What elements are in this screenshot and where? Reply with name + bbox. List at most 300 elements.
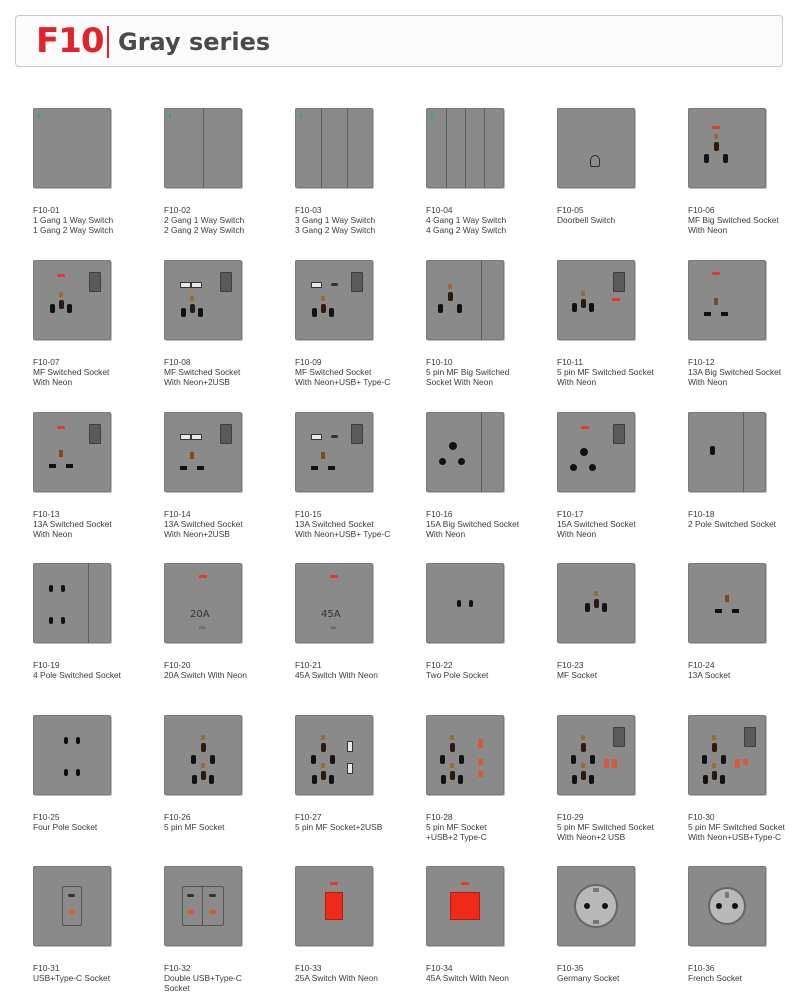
gang-divider xyxy=(481,260,482,340)
product-caption xyxy=(295,357,390,387)
pin-right xyxy=(76,737,80,744)
neon-indicator xyxy=(612,298,620,301)
indicator-light xyxy=(300,114,302,119)
mf-center-hole xyxy=(321,771,326,780)
usb-port xyxy=(180,434,191,440)
usb-port xyxy=(180,282,191,288)
uk-earth xyxy=(321,452,325,459)
mf-top-contact xyxy=(448,284,452,289)
product-description: With Neon xyxy=(688,377,728,387)
pin-right xyxy=(732,903,738,909)
rocker-switch xyxy=(744,727,756,747)
product-description: With Neon xyxy=(688,225,728,235)
product-image xyxy=(557,866,635,946)
mf-left-hole xyxy=(571,755,576,764)
product-description: With Neon+USB+ Type-C xyxy=(295,529,391,539)
product-caption xyxy=(33,812,97,832)
neon-indicator xyxy=(712,272,720,275)
mf-top-contact xyxy=(190,296,194,301)
product-code: F10-05 xyxy=(557,205,584,215)
usb-port xyxy=(191,434,202,440)
mf-left-hole xyxy=(181,308,186,317)
mf-top-contact xyxy=(201,735,205,740)
product-caption xyxy=(688,660,730,680)
mf-top-contact xyxy=(450,735,454,740)
uk-live xyxy=(180,466,187,470)
product-description: With Neon xyxy=(426,529,466,539)
usb-port xyxy=(210,910,216,914)
product-caption xyxy=(295,509,390,539)
series-code: F10 xyxy=(36,21,104,61)
product-description: 13A Switched Socket xyxy=(164,519,243,529)
mf-right-hole xyxy=(329,775,334,784)
product-code: F10-35 xyxy=(557,963,584,973)
mf-center-hole xyxy=(190,304,195,313)
uk-neutral xyxy=(66,464,73,468)
product-description: 45A Switch With Neon xyxy=(295,670,378,680)
product-code: F10-25 xyxy=(33,812,60,822)
mf-top-contact xyxy=(581,291,585,296)
product-description: 5 pin MF Socket xyxy=(426,822,487,832)
product-description: 2 Pole Switched Socket xyxy=(688,519,776,529)
product-caption xyxy=(688,509,776,529)
product-code: F10-11 xyxy=(557,357,583,367)
mf-left-hole xyxy=(440,755,445,764)
mf-left-hole xyxy=(572,775,577,784)
gang-divider xyxy=(88,563,89,643)
pin-left xyxy=(64,737,68,744)
product-caption xyxy=(426,205,506,235)
mf-center-hole xyxy=(714,142,719,151)
product-description: 3 Gang 2 Way Switch xyxy=(295,225,376,235)
product-image xyxy=(164,866,242,946)
usb-port xyxy=(311,282,322,288)
product-code: F10-29 xyxy=(557,812,584,822)
product-caption xyxy=(688,205,779,235)
type-c-port xyxy=(331,435,338,438)
product-code: F10-22 xyxy=(426,660,453,670)
product-description: Doorbell Switch xyxy=(557,215,616,225)
mf-center-hole xyxy=(594,599,599,608)
product-caption xyxy=(164,660,247,680)
rocker-switch xyxy=(220,424,232,444)
red-rocker xyxy=(325,892,343,920)
mf-top-contact xyxy=(712,735,716,740)
mf-center-hole xyxy=(712,771,717,780)
product-image xyxy=(164,108,242,188)
mf-top-contact xyxy=(712,763,716,768)
pin-left xyxy=(584,903,590,909)
product-caption xyxy=(557,205,615,225)
product-code: F10-06 xyxy=(688,205,715,215)
product-caption xyxy=(426,812,487,842)
product-image xyxy=(426,715,504,795)
usb-port xyxy=(478,739,483,748)
two-pole-left xyxy=(710,446,715,455)
mf-center-hole xyxy=(581,743,586,752)
product-code: F10-34 xyxy=(426,963,453,973)
usb-port xyxy=(188,910,194,914)
neon-indicator xyxy=(330,575,338,578)
mf-center-hole xyxy=(450,771,455,780)
plate-amp-label: 20A xyxy=(190,609,210,620)
product-code: F10-15 xyxy=(295,509,322,519)
mf-right-hole xyxy=(721,755,726,764)
mf-left-hole xyxy=(312,775,317,784)
product-description: +USB+2 Type-C xyxy=(426,832,487,842)
uk-earth xyxy=(190,452,194,459)
mf-left-hole xyxy=(704,154,709,163)
mf-top-contact xyxy=(594,591,598,596)
product-caption xyxy=(557,963,619,983)
gang-divider xyxy=(321,108,322,188)
usb-port xyxy=(612,759,617,768)
product-caption xyxy=(295,812,382,832)
product-code: F10-36 xyxy=(688,963,715,973)
product-image xyxy=(688,412,766,492)
product-code: F10-14 xyxy=(164,509,191,519)
pin-left xyxy=(49,585,53,592)
usb-port xyxy=(347,741,353,752)
rocker-switch xyxy=(89,272,101,292)
product-code: F10-18 xyxy=(688,509,715,519)
uk-live xyxy=(704,312,711,316)
type-c-port xyxy=(478,759,483,765)
product-description: 3 Gang 1 Way Switch xyxy=(295,215,376,225)
mf-top-contact xyxy=(581,763,585,768)
product-caption xyxy=(295,963,378,983)
product-description: 1 Gang 1 Way Switch xyxy=(33,215,114,225)
uk-neutral xyxy=(732,609,739,613)
product-code: F10-04 xyxy=(426,205,453,215)
gang-divider xyxy=(743,412,744,492)
rocker-switch xyxy=(613,272,625,292)
pin-right xyxy=(469,600,473,607)
product-description: Socket With Neon xyxy=(426,377,494,387)
gang-divider xyxy=(465,108,466,188)
product-description: 5 pin MF Socket+2USB xyxy=(295,822,383,832)
product-code: F10-28 xyxy=(426,812,453,822)
gang-divider xyxy=(481,412,482,492)
gang-divider xyxy=(446,108,447,188)
product-caption xyxy=(557,357,654,387)
product-description: 5 pin MF Socket xyxy=(164,822,225,832)
earth-pin xyxy=(725,892,729,898)
product-code: F10-09 xyxy=(295,357,322,367)
product-image xyxy=(164,260,242,340)
round-right xyxy=(458,458,465,465)
pin-right xyxy=(602,903,608,909)
uk-live xyxy=(311,466,318,470)
mf-left-hole xyxy=(572,303,577,312)
product-image xyxy=(295,260,373,340)
gang-divider xyxy=(347,108,348,188)
product-caption xyxy=(426,509,519,539)
product-image xyxy=(557,412,635,492)
earth-clip xyxy=(593,920,599,924)
product-caption xyxy=(688,812,785,842)
mf-top-contact xyxy=(321,763,325,768)
product-caption xyxy=(33,205,113,235)
product-caption xyxy=(426,963,509,983)
product-description: MF Switched Socket xyxy=(164,367,241,377)
type-c-port xyxy=(187,894,194,897)
product-description: With Neon xyxy=(557,529,597,539)
product-image xyxy=(33,563,111,643)
product-caption xyxy=(426,357,509,387)
usb-port xyxy=(604,759,609,768)
product-description: With Neon+USB+Type-C xyxy=(688,832,782,842)
product-description: 45A Switch With Neon xyxy=(426,973,509,983)
product-image xyxy=(557,563,635,643)
product-code: F10-08 xyxy=(164,357,191,367)
product-image xyxy=(426,260,504,340)
mf-right-hole xyxy=(589,303,594,312)
uk-neutral xyxy=(328,466,335,470)
pin-left xyxy=(457,600,461,607)
uk-neutral xyxy=(197,466,204,470)
mf-center-hole xyxy=(450,743,455,752)
plate-on-label: ON xyxy=(199,625,205,630)
rocker-switch xyxy=(89,424,101,444)
rocker-switch xyxy=(613,424,625,444)
usb-port xyxy=(735,759,740,768)
round-top xyxy=(580,448,588,456)
product-image xyxy=(426,412,504,492)
indicator-light xyxy=(431,114,433,119)
product-description: With Neon+USB+ Type-C xyxy=(295,377,391,387)
rocker-switch xyxy=(220,272,232,292)
product-description: 13A Switched Socket xyxy=(295,519,374,529)
product-description: 2 Gang 1 Way Switch xyxy=(164,215,245,225)
product-code: F10-17 xyxy=(557,509,584,519)
product-description: 15A Switched Socket xyxy=(557,519,636,529)
usb-module xyxy=(62,886,82,926)
product-description: 20A Switch With Neon xyxy=(164,670,247,680)
product-image xyxy=(295,563,373,643)
product-caption xyxy=(164,963,242,993)
mf-left-hole xyxy=(702,755,707,764)
rocker-switch xyxy=(351,272,363,292)
gang-divider xyxy=(203,108,204,188)
product-description: MF Switched Socket xyxy=(33,367,110,377)
product-image xyxy=(688,108,766,188)
product-description: Two Pole Socket xyxy=(426,670,489,680)
uk-live xyxy=(49,464,56,468)
product-image xyxy=(426,108,504,188)
product-image xyxy=(426,563,504,643)
product-description: With Neon xyxy=(33,529,73,539)
product-code: F10-26 xyxy=(164,812,191,822)
product-description: Double USB+Type-C xyxy=(164,973,242,983)
product-image xyxy=(688,563,766,643)
mf-left-hole xyxy=(441,775,446,784)
mf-right-hole xyxy=(589,775,594,784)
type-c-port xyxy=(743,759,748,765)
product-code: F10-33 xyxy=(295,963,322,973)
pin-right xyxy=(61,617,65,624)
product-description: 13A Switched Socket xyxy=(33,519,112,529)
neon-indicator xyxy=(461,882,469,885)
product-code: F10-21 xyxy=(295,660,322,670)
product-image xyxy=(295,412,373,492)
product-image xyxy=(295,866,373,946)
product-caption xyxy=(557,660,597,680)
mf-right-hole xyxy=(67,304,72,313)
uk-earth xyxy=(714,298,718,305)
product-image xyxy=(164,715,242,795)
mf-right-hole xyxy=(458,775,463,784)
product-description: With Neon xyxy=(557,377,597,387)
product-description: MF Switched Socket xyxy=(295,367,372,377)
mf-center-hole xyxy=(581,299,586,308)
bell-icon xyxy=(590,155,600,167)
product-description: 2 Gang 2 Way Switch xyxy=(164,225,245,235)
plate-on-label: ON xyxy=(330,625,336,630)
round-left xyxy=(570,464,577,471)
product-caption xyxy=(33,509,112,539)
product-description: Socket xyxy=(164,983,190,993)
product-caption xyxy=(688,963,742,983)
mf-top-contact xyxy=(321,735,325,740)
product-image xyxy=(295,715,373,795)
product-code: F10-20 xyxy=(164,660,191,670)
mf-center-hole xyxy=(321,743,326,752)
mf-right-hole xyxy=(720,775,725,784)
mf-center-hole xyxy=(712,743,717,752)
mf-right-hole xyxy=(330,755,335,764)
product-image xyxy=(688,260,766,340)
mf-center-hole xyxy=(581,771,586,780)
product-image xyxy=(33,866,111,946)
mf-top-contact xyxy=(321,296,325,301)
mf-left-hole xyxy=(311,755,316,764)
product-image xyxy=(33,715,111,795)
pin-right xyxy=(61,585,65,592)
product-caption xyxy=(164,357,240,387)
mf-top-contact xyxy=(201,763,205,768)
product-code: F10-03 xyxy=(295,205,322,215)
product-description: 13A Socket xyxy=(688,670,731,680)
type-c-port xyxy=(68,894,75,897)
pin-left xyxy=(49,617,53,624)
mf-right-hole xyxy=(209,775,214,784)
product-caption xyxy=(426,660,488,680)
round-left xyxy=(439,458,446,465)
mf-right-hole xyxy=(590,755,595,764)
series-title: Gray series xyxy=(118,28,271,56)
mf-left-hole xyxy=(191,755,196,764)
product-caption xyxy=(557,812,654,842)
mf-left-hole xyxy=(192,775,197,784)
product-image xyxy=(164,412,242,492)
product-description: With Neon+2USB xyxy=(164,529,230,539)
product-code: F10-13 xyxy=(33,509,60,519)
red-rocker xyxy=(450,892,480,920)
product-image xyxy=(33,108,111,188)
mf-right-hole xyxy=(329,308,334,317)
product-code: F10-02 xyxy=(164,205,191,215)
neon-indicator xyxy=(581,426,589,429)
product-description: 1 Gang 2 Way Switch xyxy=(33,225,114,235)
product-description: 4 Gang 2 Way Switch xyxy=(426,225,507,235)
mf-center-hole xyxy=(201,743,206,752)
product-description: 5 pin MF Big Switched xyxy=(426,367,510,377)
usb-port xyxy=(311,434,322,440)
gang-divider xyxy=(484,108,485,188)
product-description: USB+Type-C Socket xyxy=(33,973,111,983)
product-description: 5 pin MF Switched Socket xyxy=(688,822,785,832)
product-code: F10-07 xyxy=(33,357,60,367)
product-caption xyxy=(164,509,243,539)
product-description: Four Pole Socket xyxy=(33,822,98,832)
product-image xyxy=(295,108,373,188)
neon-indicator xyxy=(57,274,65,277)
product-description: 5 pin MF Switched Socket xyxy=(557,822,654,832)
mf-center-hole xyxy=(448,292,453,301)
type-c-port xyxy=(478,771,483,777)
product-description: 5 pin MF Switched Socket xyxy=(557,367,654,377)
mf-left-hole xyxy=(585,603,590,612)
plate-amp-label: 45A xyxy=(321,609,341,620)
product-code: F10-12 xyxy=(688,357,715,367)
module-divider xyxy=(202,886,203,926)
uk-earth xyxy=(725,595,729,602)
type-c-port xyxy=(209,894,216,897)
indicator-light xyxy=(169,114,171,119)
earth-clip xyxy=(593,888,599,892)
mf-top-contact xyxy=(450,763,454,768)
round-right xyxy=(589,464,596,471)
pin-right xyxy=(76,769,80,776)
uk-neutral xyxy=(721,312,728,316)
product-description: 4 Pole Switched Socket xyxy=(33,670,121,680)
mf-left-hole xyxy=(50,304,55,313)
neon-indicator xyxy=(712,126,720,129)
round-top xyxy=(449,442,457,450)
usb-module xyxy=(182,886,224,926)
product-description: With Neon+2USB xyxy=(164,377,230,387)
product-code: F10-16 xyxy=(426,509,453,519)
type-c-port xyxy=(331,283,338,286)
product-image xyxy=(688,866,766,946)
product-caption xyxy=(557,509,636,539)
mf-center-hole xyxy=(59,300,64,309)
product-code: F10-19 xyxy=(33,660,60,670)
usb-port xyxy=(347,763,353,774)
product-description: 13A Big Switched Socket xyxy=(688,367,782,377)
mf-right-hole xyxy=(459,755,464,764)
pin-left xyxy=(64,769,68,776)
product-code: F10-24 xyxy=(688,660,715,670)
product-image xyxy=(164,563,242,643)
mf-top-contact xyxy=(714,134,718,139)
product-code: F10-23 xyxy=(557,660,584,670)
product-image xyxy=(688,715,766,795)
product-image xyxy=(33,412,111,492)
product-image xyxy=(557,715,635,795)
product-description: With Neon+2 USB xyxy=(557,832,626,842)
product-description: MF Big Switched Socket xyxy=(688,215,779,225)
product-code: F10-32 xyxy=(164,963,191,973)
product-description: French Socket xyxy=(688,973,742,983)
mf-right-hole xyxy=(198,308,203,317)
mf-right-hole xyxy=(723,154,728,163)
product-code: F10-30 xyxy=(688,812,715,822)
product-description: MF Socket xyxy=(557,670,598,680)
indicator-light xyxy=(38,114,40,119)
mf-center-hole xyxy=(201,771,206,780)
